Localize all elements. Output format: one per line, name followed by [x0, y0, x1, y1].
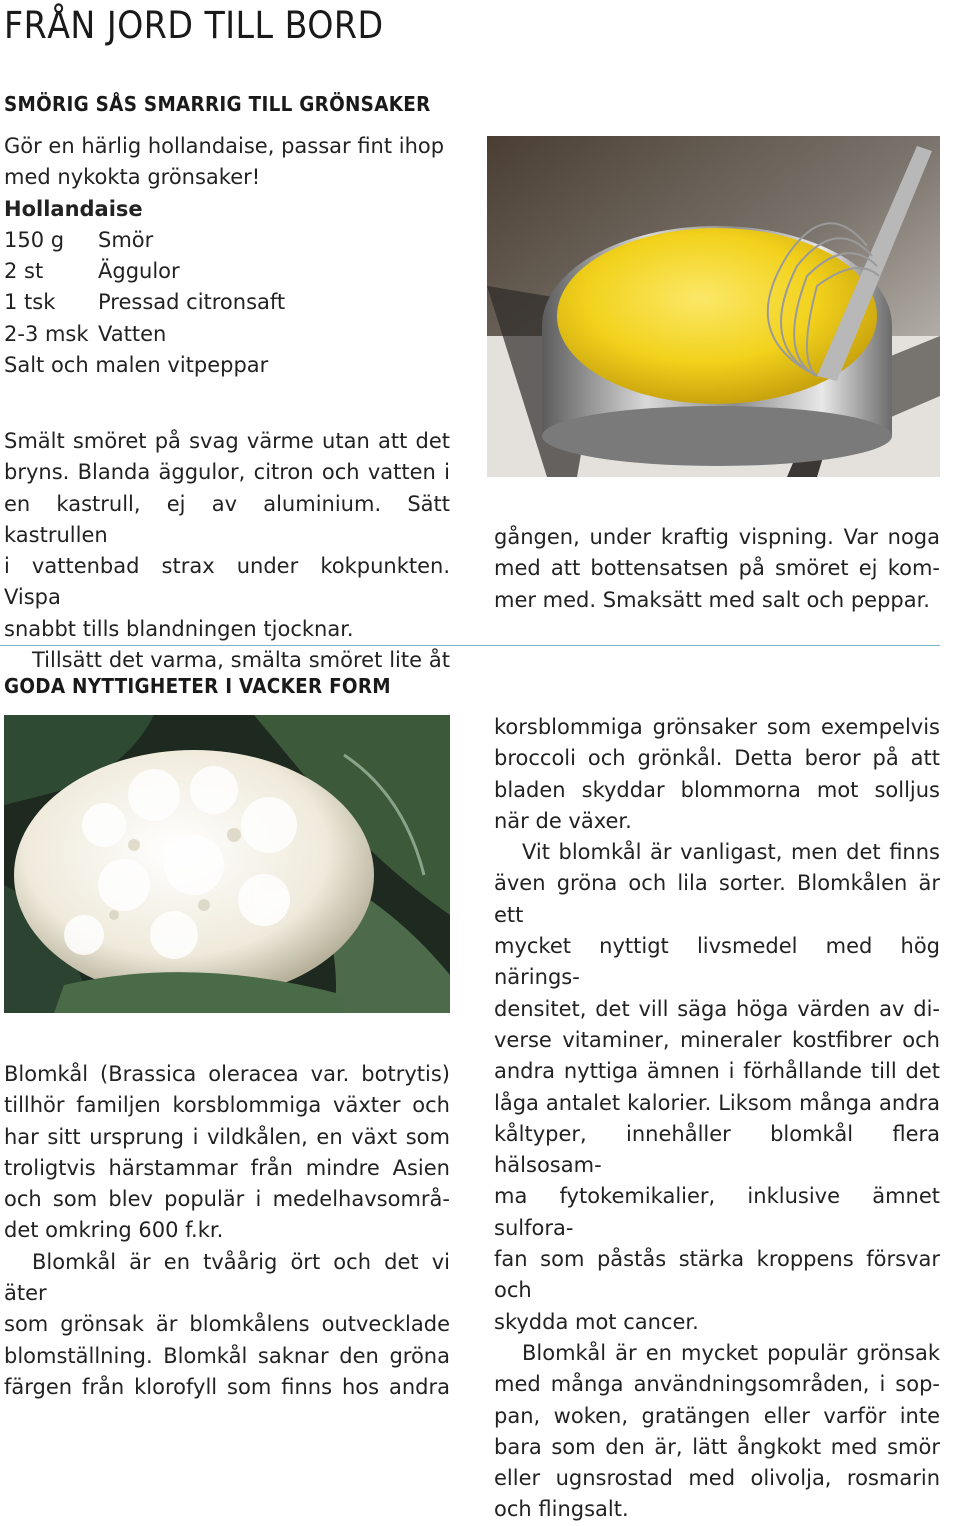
text-line: en kastrull, ej av aluminium. Sätt kastrullen — [4, 491, 450, 547]
text-line: mer med. Smaksätt med salt och peppar. — [494, 587, 930, 612]
recipe-column — [4, 131, 450, 381]
ingredient-qty: 2 st — [4, 259, 44, 284]
text-line: mycket nyttigt livsmedel med hög närings- — [494, 934, 940, 990]
text-line: bara som den är, lätt ångkokt med smör — [494, 1434, 940, 1459]
text-line: andra nyttiga ämnen i förhållande till det — [494, 1059, 940, 1084]
text-line: Smält smöret på svag värme utan att det — [4, 429, 450, 453]
intro-line: Gör en härlig hollandaise, passar fint ihop — [4, 134, 445, 158]
ingredient-name: Pressad citronsaft — [98, 290, 286, 315]
text-line: även gröna och lila sorter. Blomkålen är ett — [494, 871, 940, 927]
text-line: ma fytokemikalier, inklusive ämnet sulfora- — [494, 1184, 940, 1240]
text-line: gången, under kraftig vispning. Var noga — [494, 525, 940, 549]
text-line: skydda mot cancer. — [494, 1309, 699, 1334]
ingredient-qty: 2-3 msk — [4, 321, 89, 346]
ingredient-row — [4, 287, 450, 318]
text-line: som grönsak är blomkålens outvecklade — [4, 1312, 450, 1337]
cauliflower-text-left — [4, 1059, 450, 1403]
text-line: med många användningsområden, i sop- — [494, 1372, 940, 1397]
cauliflower-text-right — [494, 712, 940, 1526]
cauliflower-photo — [4, 715, 450, 1013]
text-line: Blomkål (Brassica oleracea var. botrytis) — [4, 1062, 450, 1086]
text-line: korsblommiga grönsaker som exempelvis — [494, 715, 940, 739]
text-line: Blomkål är en mycket populär grönsak — [522, 1340, 940, 1365]
seasoning-line: Salt och malen vitpeppar — [4, 353, 269, 378]
recipe-title: Hollandaise — [4, 196, 143, 221]
text-line: det omkring 600 f.kr. — [4, 1218, 224, 1243]
instructions-right — [494, 522, 940, 616]
instructions-left — [4, 426, 450, 676]
text-line: färgen från klorofyll som finns hos andra — [4, 1374, 450, 1399]
text-line: verse vitaminer, mineraler kostfibrer och — [494, 1027, 940, 1052]
text-line: broccoli och grönkål. Detta beror på att — [494, 746, 940, 771]
text-line: troligtvis härstammar från mindre Asien — [4, 1155, 450, 1180]
ingredient-row — [4, 225, 450, 256]
text-line: kåltyper, innehåller blomkål flera hälsosam- — [494, 1121, 940, 1178]
hollandaise-pot-photo — [487, 136, 940, 477]
text-line: Blomkål är en tvåårig ört och det vi äter — [4, 1249, 450, 1306]
ingredient-qty: 150 g — [4, 227, 65, 252]
text-line: eller ugnsrostad med olivolja, rosmarin — [494, 1466, 940, 1491]
ingredient-name: Vatten — [98, 321, 167, 346]
text-line: Tillsätt det varma, smälta smöret lite åt — [32, 648, 450, 673]
section-heading-cauliflower: GODA NYTTIGHETER I VACKER FORM — [4, 674, 391, 698]
text-line: och flingsalt. — [494, 1497, 629, 1522]
section-heading-sauce: SMÖRIG SÅS SMARRIG TILL GRÖNSAKER — [4, 92, 431, 116]
text-line: Vit blomkål är vanligast, men det finns — [522, 840, 940, 865]
text-line: har sitt ursprung i vildkålen, en växt som — [4, 1124, 450, 1149]
text-line: bryns. Blanda äggulor, citron och vatten i — [4, 460, 450, 485]
ingredient-qty: 1 tsk — [4, 290, 56, 315]
intro-line: med nykokta grönsaker! — [4, 165, 261, 190]
ingredient-row — [4, 319, 450, 350]
text-line: tillhör familjen korsblommiga växter och — [4, 1093, 450, 1118]
text-line: bladen skyddar blommorna mot solljus — [494, 777, 940, 802]
ingredient-name: Smör — [98, 227, 154, 252]
text-line: blomställning. Blomkål saknar den gröna — [4, 1343, 450, 1368]
text-line: snabbt tills blandningen tjocknar. — [4, 616, 354, 641]
section-divider — [0, 645, 940, 646]
text-line: och som blev populär i medelhavsområ- — [4, 1187, 450, 1212]
text-line: när de växer. — [494, 808, 632, 833]
text-line: i vattenbad strax under kokpunkten. Vispa — [4, 554, 450, 610]
text-line: fan som påstås stärka kroppens försvar och — [494, 1247, 940, 1303]
text-line: låga antalet kalorier. Liksom många andra — [494, 1090, 940, 1115]
ingredient-name: Äggulor — [98, 259, 180, 284]
ingredient-row — [4, 256, 450, 287]
text-line: med att bottensatsen på smöret ej kom- — [494, 556, 940, 581]
text-line: pan, woken, gratängen eller varför inte — [494, 1403, 940, 1428]
page-title: FRÅN JORD TILL BORD — [4, 4, 384, 47]
text-line: densitet, det vill säga höga värden av di- — [494, 996, 940, 1021]
